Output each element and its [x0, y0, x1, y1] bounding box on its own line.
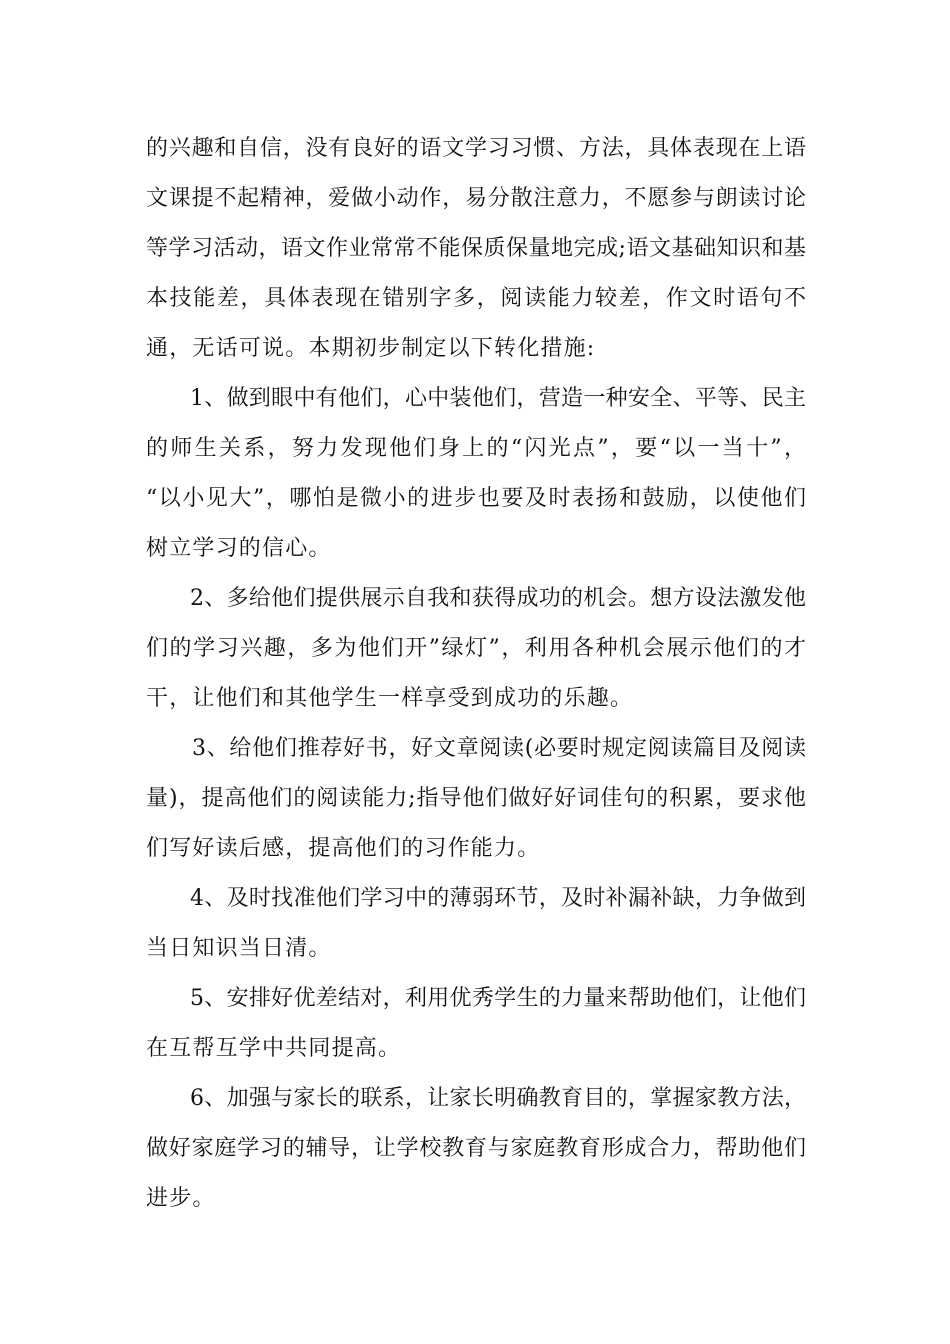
body-line: 等学习活动，语文作业常常不能保质保量地完成;语文基础知识和基: [146, 236, 806, 261]
list-item-line: “以小见大”，哪怕是微小的进步也要及时表扬和鼓励，以使他们: [146, 486, 806, 511]
body-line: 的兴趣和自信，没有良好的语文学习习惯、方法，具体表现在上语: [146, 136, 806, 161]
list-item-line: 5、安排好优差结对，利用优秀学生的力量来帮助他们，让他们: [190, 986, 806, 1011]
list-item-line: 的师生关系，努力发现他们身上的“闪光点”，要“以一当十”，: [146, 436, 806, 461]
list-item-line: 做好家庭学习的辅导，让学校教育与家庭教育形成合力，帮助他们: [146, 1136, 806, 1161]
list-item-line: 进步。: [146, 1186, 216, 1211]
body-line: 通，无话可说。本期初步制定以下转化措施:: [146, 336, 596, 361]
list-item-line: 们的学习兴趣，多为他们开”绿灯”，利用各种机会展示他们的才: [146, 636, 806, 661]
list-item-line: 量)，提高他们的阅读能力;指导他们做好好词佳句的积累，要求他: [146, 786, 806, 811]
body-line: 文课提不起精神，爱做小动作，易分散注意力，不愿参与朗读讨论: [146, 186, 806, 211]
list-item-line: 3、给他们推荐好书，好文章阅读(必要时规定阅读篇目及阅读: [192, 736, 806, 761]
list-item-line: 4、及时找准他们学习中的薄弱环节，及时补漏补缺，力争做到: [190, 886, 806, 911]
body-line: 本技能差，具体表现在错别字多，阅读能力较差，作文时语句不: [146, 286, 806, 311]
list-item-line: 当日知识当日清。: [146, 936, 332, 961]
list-item-line: 1、做到眼中有他们，心中装他们，营造一种安全、平等、民主: [190, 386, 806, 411]
list-item-line: 干，让他们和其他学生一样享受到成功的乐趣。: [146, 686, 634, 711]
list-item-line: 6、加强与家长的联系，让家长明确教育目的，掌握家教方法，: [190, 1086, 806, 1111]
list-item-line: 在互帮互学中共同提高。: [146, 1036, 402, 1061]
list-item-line: 们写好读后感，提高他们的习作能力。: [146, 836, 541, 861]
list-item-line: 树立学习的信心。: [146, 536, 332, 561]
list-item-line: 2、多给他们提供展示自我和获得成功的机会。想方设法激发他: [190, 586, 806, 611]
